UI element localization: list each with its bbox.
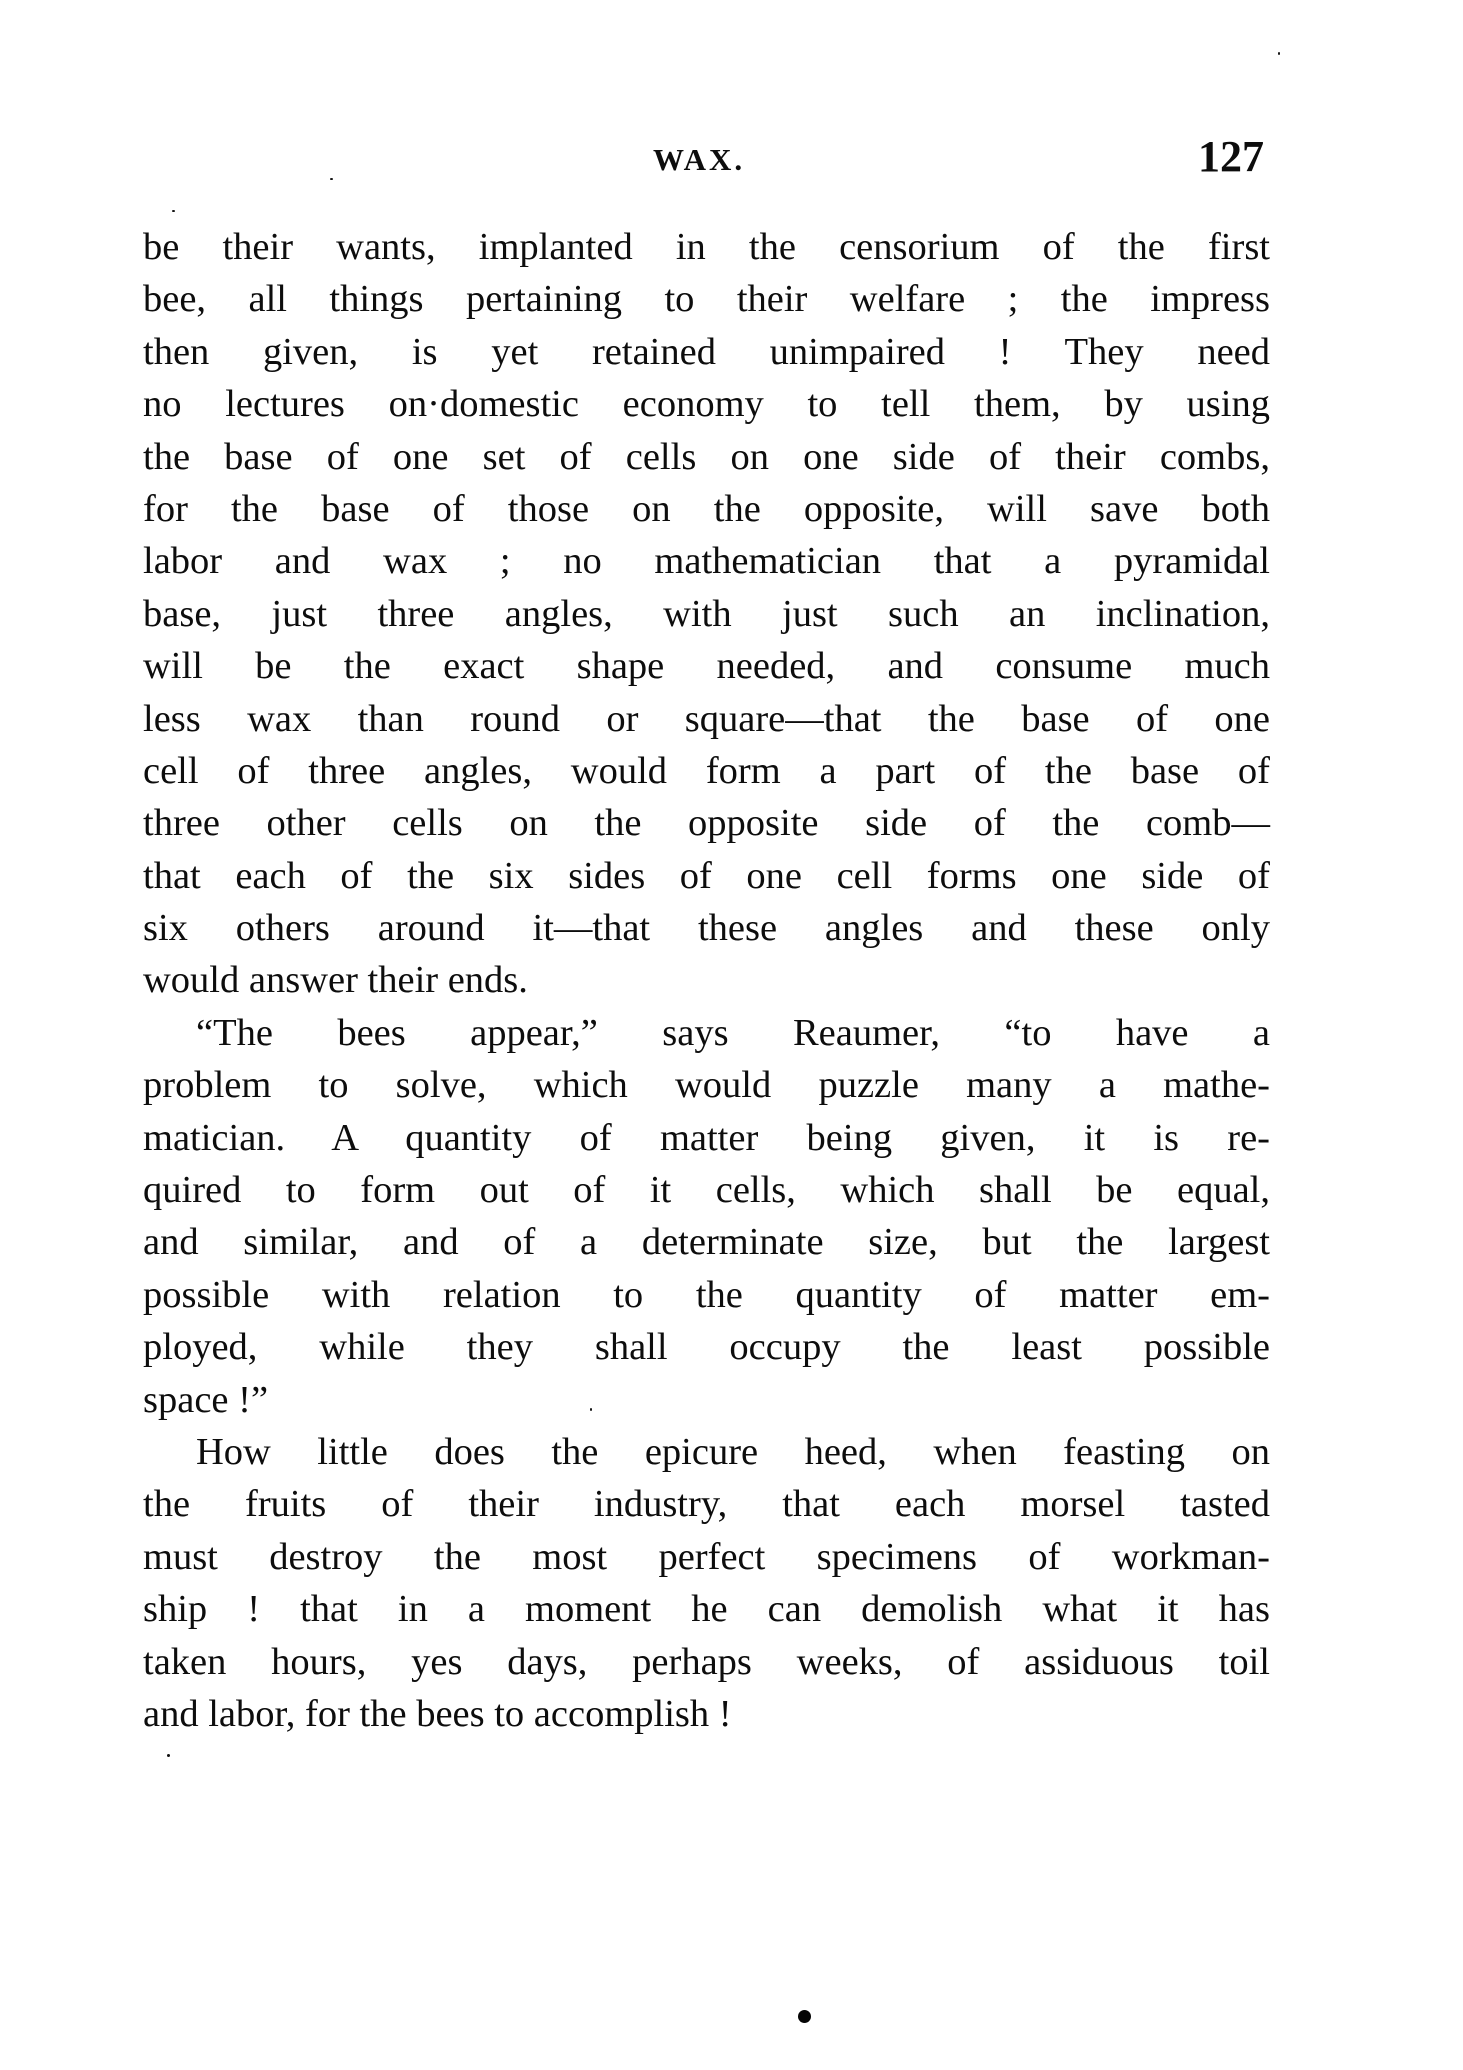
text-line: labor and wax ; no mathematician that a pyramidal [143,540,1270,583]
text-line: the base of one set of cells on one side of their combs, [143,435,1270,478]
paragraph-2 [143,1007,1270,1426]
text-line: that each of the six sides of one cell forms one side of [143,854,1270,897]
text-line: and similar, and of a determinate size, but the largest [143,1221,1270,1264]
text-line: would answer their ends. [143,959,528,1002]
text-line: base, just three angles, with just such an inclination, [143,592,1270,635]
page-number: 127 [1198,132,1264,181]
text-line: How little does the epicure heed, when feasting on [196,1430,1270,1473]
text-line: possible with relation to the quantity of matter em- [143,1273,1270,1316]
text-line: then given, is yet retained unimpaired ! They need [143,330,1270,373]
text-line: be their wants, implanted in the censorium of the first [143,226,1270,268]
text-line: the fruits of their industry, that each morsel tasted [143,1483,1270,1526]
text-line: cell of three angles, would form a part of the base of [143,749,1270,792]
text-line: quired to form out of it cells, which shall be equal, [143,1169,1270,1212]
paragraph-3 [143,1426,1270,1740]
text-line: space !” [143,1378,269,1421]
text-line: matician. A quantity of matter being given, it is re- [143,1116,1270,1159]
text-line: no lectures on·domestic economy to tell them, by using [143,383,1270,426]
text-line: three other cells on the opposite side of the comb— [143,802,1270,845]
text-line: ship ! that in a moment he can demolish what it has [143,1588,1270,1631]
text-line: and labor, for the bees to accomplish ! [143,1692,732,1735]
text-line: for the base of those on the opposite, will save both [143,487,1270,530]
text-line: must destroy the most perfect specimens of workman- [143,1535,1270,1578]
paragraph-1 [143,221,1270,1007]
text-line: taken hours, yes days, perhaps weeks, of assiduous toil [143,1640,1270,1683]
running-head [143,128,1270,188]
text-line: will be the exact shape needed, and consume much [143,645,1270,688]
printer-dot [798,2010,811,2023]
text-line: problem to solve, which would puzzle many a mathe- [143,1064,1270,1107]
running-title: WAX. [653,142,746,177]
text-line: bee, all things pertaining to their welfare ; the impress [143,278,1270,321]
scan-speck [167,1754,170,1757]
scan-speck [1278,52,1280,55]
scan-speck [172,210,175,212]
body-text [143,221,1270,1740]
scan-speck [590,1408,592,1411]
text-line: ployed, while they shall occupy the least possible [143,1326,1270,1369]
scan-speck [330,178,333,180]
text-line: “The bees appear,” says Reaumer, “to have a [196,1011,1270,1054]
text-line: less wax than round or square—that the base of one [143,697,1270,740]
text-line: six others around it—that these angles and these only [143,907,1270,950]
